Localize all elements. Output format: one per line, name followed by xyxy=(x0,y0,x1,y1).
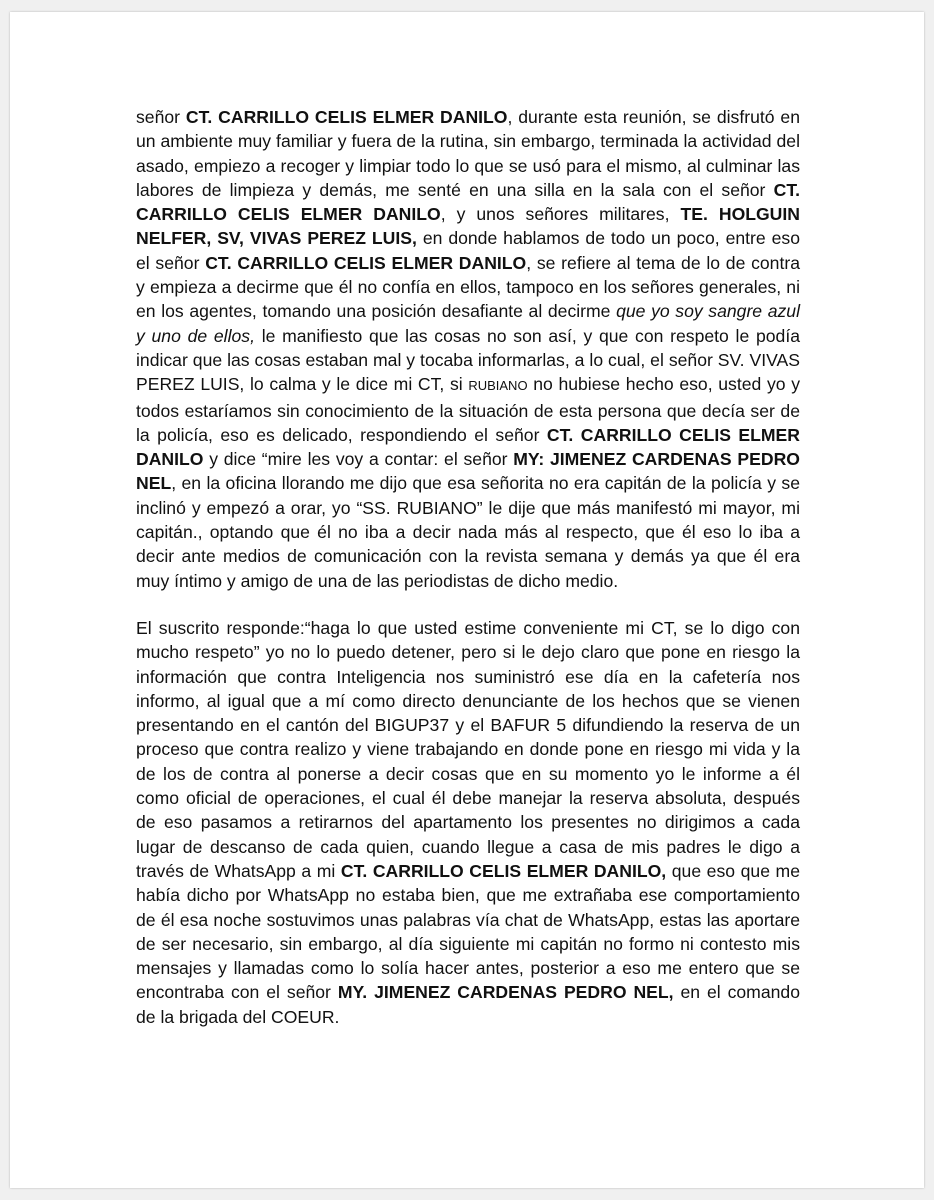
italic-quote: que yo soy sangre azul y uno de ellos, xyxy=(136,301,800,346)
person-name: MY. JIMENEZ CARDENAS PEDRO NEL, xyxy=(337,982,674,1003)
paragraph-1: señor CT. CARRILLO CELIS ELMER DANILO, durante esta reunión, se disfrutó en un ambiente muy familiar y fuera de la rutina, sin embargo, terminada la actividad del asado, empiezo a recoger y limpiar todo lo que se usó para el mismo, al culminar las labores de limpieza y demás, me senté en una silla en la sala con el señor CT. CARRILLO CELIS ELMER DANILO, y unos señores militares, TE. HOLGUIN NELFER, SV, VIVAS PEREZ LUIS, en donde hablamos de todo un poco, entre eso el señor CT. CARRILLO CELIS ELMER DANILO, se refiere al tema de lo de contra y empieza a decirme que él no confía en ellos, tampoco en los señores generales, ni en los agentes, tomando una posición desafiante al decirme que yo soy sangre azul y uno de ellos, le manifiesto que las cosas no son así, y que con respeto le podía indicar que las cosas estaban mal y tocaba informarlas, a lo cual, el señor SV. VIVAS PEREZ LUIS, lo calma y le dice mi CT, si RUBIANO no hubiese hecho eso, usted yo y todos estaríamos sin conocimiento de la situación de esta persona que decía ser de la policía, eso es delicado, respondiendo el señor CT. CARRILLO CELIS ELMER DANILO y dice “mire les voy a contar: el señor MY: JIMENEZ CARDENAS PEDRO NEL, en la oficina llorando me dijo que esa señorita no era capitán de la policía y se inclinó y empezó a orar, yo “SS. RUBIANO” le dije que más manifestó mi mayor, mi capitán., optando que él no iba a decir nada más al respecto, que él eso lo iba a decir ante medios de comunicación con la revista semana y demás ya que él era muy íntimo y amigo de una de las periodistas de dicho medio. xyxy=(136,107,801,591)
person-name: CT. CARRILLO CELIS ELMER DANILO xyxy=(136,424,801,470)
person-name: TE. HOLGUIN NELFER, SV, VIVAS PEREZ LUIS, xyxy=(136,204,800,249)
person-name: CT. CARRILLO CELIS ELMER DANILO, xyxy=(340,860,667,881)
small-caps-name: RUBIANO xyxy=(468,378,528,394)
person-name: CT. CARRILLO CELIS ELMER DANILO xyxy=(136,179,800,225)
document-body xyxy=(136,105,800,1029)
person-name: MY: JIMENEZ CARDENAS PEDRO NEL xyxy=(136,449,800,494)
paragraph-2: El suscrito responde:“haga lo que usted estime conveniente mi CT, se lo digo con mucho respeto” yo no lo puedo detener, pero si le dejo claro que pone en riesgo la información que contra Inteligencia nos suministró ese día en la cafetería nos informo, al igual que a mí como directo denunciante de los hechos que se vienen presentando en el cantón del BIGUP37 y el BAFUR 5 difundiendo la reserva de un proceso que contra realizo y viene trabajando en donde pone en riesgo mi vida y la de los de contra al ponerse a decir cosas que en su momento yo le informe a él como oficial de operaciones, el cual él debe manejar la reserva absoluta, después de eso pasamos a retirarnos del apartamento los presentes no dirigimos a cada lugar de descanso de cada quien, cuando llegue a casa de mis padres le digo a través de WhatsApp a mi CT. CARRILLO CELIS ELMER DANILO, que eso que me había dicho por WhatsApp no estaba bien, que me extrañaba ese comportamiento de él esa noche sostuvimos unas palabras vía chat de WhatsApp, estas las aportare de ser necesario, sin embargo, al día siguiente mi capitán no formo ni contesto mis mensajes y llamadas como lo solía hacer antes, posterior a eso me entero que se encontraba con el señor MY. JIMENEZ CARDENAS PEDRO NEL, en el comando de la brigada del COEUR. xyxy=(136,617,800,1027)
person-name: CT. CARRILLO CELIS ELMER DANILO xyxy=(205,252,527,273)
person-name: CT. CARRILLO CELIS ELMER DANILO xyxy=(185,107,508,127)
